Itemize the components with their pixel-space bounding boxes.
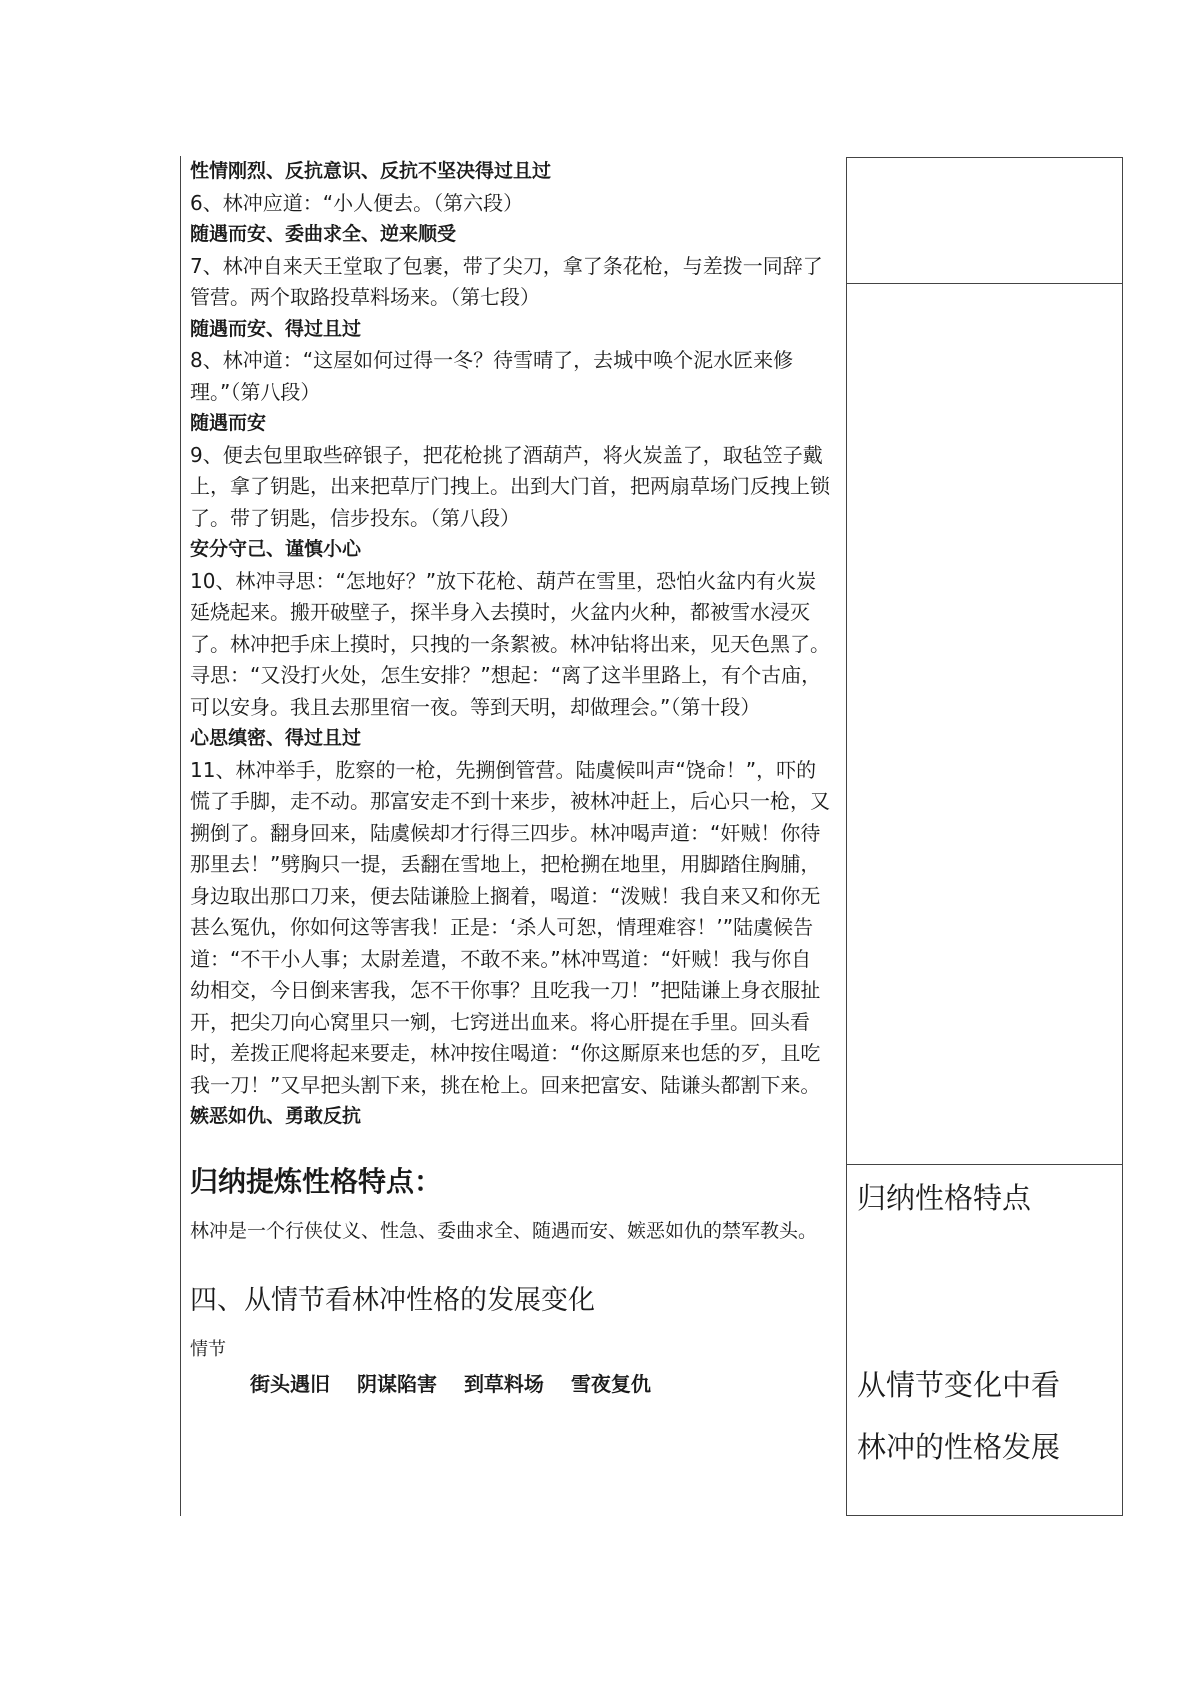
- right-cell-plot-line-1: 从情节变化中看: [857, 1368, 1061, 1402]
- summary-text: 林冲是一个行侠仗义、性急、委曲求全、随遇而安、嫉恶如仇的禁军教头。: [190, 1219, 818, 1242]
- trait-line: 随遇而安: [190, 412, 267, 434]
- plot-item: 街头遇旧: [250, 1372, 330, 1396]
- plot-item: 雪夜复仇: [570, 1372, 651, 1396]
- right-cell-summary-text: 归纳性格特点: [857, 1181, 1032, 1215]
- left-content-column: [190, 156, 830, 1401]
- right-cell-summary-label: [857, 1167, 1117, 1229]
- trait-line: 安分守己、谨慎小心: [190, 538, 362, 560]
- trait-line: 性情刚烈、反抗意识、反抗不坚决得过且过: [190, 160, 552, 182]
- right-row-divider-2: [846, 1164, 1123, 1165]
- section-four-heading: 四、从情节看林冲性格的发展变化: [190, 1284, 595, 1316]
- plot-item: 到草料场: [463, 1372, 544, 1396]
- trait-line: 嫉恶如仇、勇敢反抗: [190, 1105, 362, 1127]
- right-cell-plot-line-2: 林冲的性格发展: [857, 1430, 1061, 1464]
- trait-line: 随遇而安、委曲求全、逆来顺受: [190, 223, 457, 245]
- right-row-divider-1: [846, 283, 1123, 284]
- quote-paragraph: 10、林冲寻思：“怎地好？”放下花枪、葫芦在雪里，恐怕火盆内有火炭延烧起来。搬开破壁子，探半身入去摸时，火盆内火种，都被雪水浸灭了。林冲把手床上摸时，只拽的一条絮被。林冲钻将出来，见天色黑了。寻思：“又没打火处，怎生安排？”想起：“离了这半里路上，有个古庙，可以安身。我且去那里宿一夜。等到天明，却做理会。”（第十段）: [190, 568, 830, 719]
- plot-item: 阴谋陷害: [356, 1372, 437, 1396]
- quote-paragraph: 6、林冲应道：“小人便去。（第六段）: [190, 190, 524, 215]
- text-items: [190, 156, 830, 1133]
- trait-line: 随遇而安、得过且过: [190, 317, 362, 340]
- left-border: [180, 156, 181, 1516]
- right-column-right-border: [1122, 157, 1123, 1516]
- plot-list: [190, 1369, 830, 1401]
- plot-label: 情节: [190, 1338, 226, 1360]
- right-top-border: [846, 157, 1123, 158]
- right-bottom-border: [846, 1515, 1123, 1516]
- right-cell-plot-label: [857, 1354, 1117, 1478]
- right-column-left-border: [846, 157, 847, 1516]
- quote-paragraph: 9、便去包里取些碎银子，把花枪挑了酒葫芦，将火炭盖了，取毡笠子戴上，拿了钥匙，出来把草厅门拽上。出到大门首，把两扇草场门反拽上锁了。带了钥匙，信步投东。（第八段）: [190, 442, 830, 530]
- quote-paragraph: 8、林冲道：“这屋如何过得一冬？待雪晴了，去城中唤个泥水匠来修理。”（第八段）: [190, 348, 794, 404]
- summary-heading: 归纳提炼性格特点：: [190, 1164, 443, 1198]
- quote-paragraph: 7、林冲自来天王堂取了包裹，带了尖刀，拿了条花枪，与差拨一同辞了管营。两个取路投草料场来。（第七段）: [190, 253, 823, 309]
- trait-line: 心思缜密、得过且过: [190, 727, 362, 749]
- quote-paragraph: 11、林冲举手，肐察的一枪，先搠倒管营。陆虞候叫声“饶命！”，吓的慌了手脚，走不动。那富安走不到十来步，被林冲赶上，后心只一枪，又搠倒了。翻身回来，陆虞候却才行得三四步。林冲喝声道：“奸贼！你待那里去！”劈胸只一提，丢翻在雪地上，把枪搠在地里，用脚踏住胸脯，身边取出那口刀来，便去陆谦脸上搁着，喝道：“泼贼！我自来又和你无甚么冤仇，你如何这等害我！正是：‘杀人可恕，情理难容！’”陆虞候告道：“不干小人事；太尉差遣，不敢不来。”林冲骂道：“奸贼！我与你自幼相交，今日倒来害我，怎不干你事？且吃我一刀！”把陆谦上身衣服扯开，把尖刀向心窝里只一剜，七窍迸出血来。将心肝提在手里。回头看时，差拨正爬将起来要走，林冲按住喝道：“你这厮原来也恁的歹，且吃我一刀！”又早把头割下来，挑在枪上。回来把富安、陆谦头都割下来。: [190, 757, 830, 1097]
